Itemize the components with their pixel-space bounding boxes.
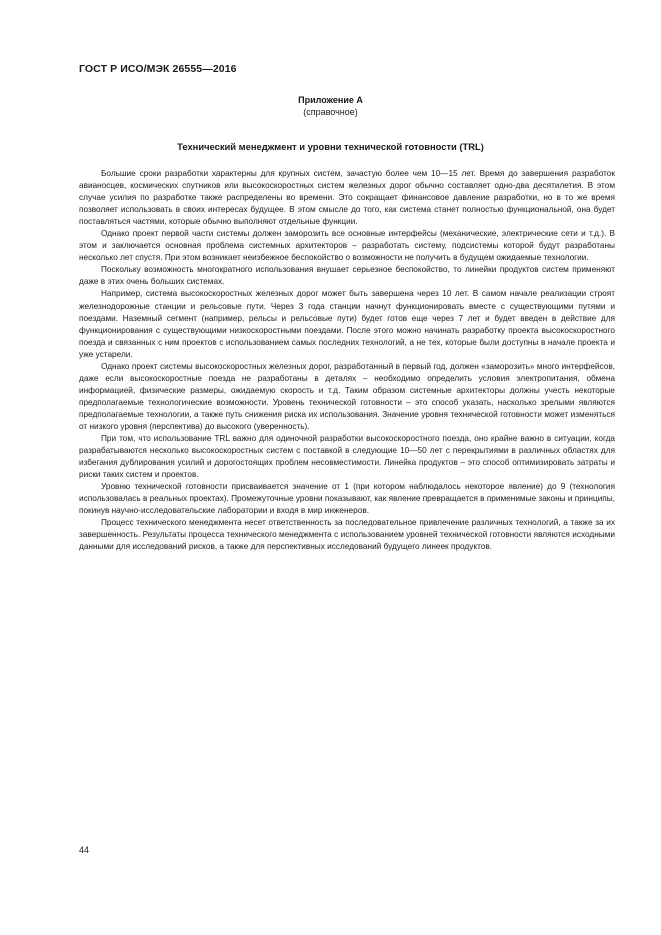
paragraph: Большие сроки разработки характерны для крупных систем, зачастую более чем 10—15 лет. Время до завершения разработок авианосцев, космических спутников или высокоскоростных систем железных дорог обычно составляет одно-два десятилетия. В этом случае усилия по разработке также распределены во времени. Это сокращает финансовое давление разработки, но в то же время позволяет использовать в своих интересах будущее. В этом смысле до того, как система станет полностью функциональной, она будет поставляться частями, которые обычно выполняют отдельные функции. [79, 169, 615, 227]
section-title: Технический менеджмент и уровни технической готовности (TRL) [177, 141, 484, 152]
appendix-title: Приложение А [298, 95, 363, 105]
paragraph: Однако проект первой части системы должен заморозить все основные интерфейсы (механические, электрические сети и т.д.). В этом и заключается основная проблема системных архитекторов – разработать систему, подсистемы которой будут разработаны несколько лет спустя. При этом возникает неизбежное беспокойство о возможности не получить в будущем ожидаемые технологии. [79, 229, 615, 263]
paragraph: При том, что использование TRL важно для одиночной разработки высокоскоростного поезда, оно крайне важно в ситуации, когда разрабатываются несколько высокоскоростных систем с поставкой в следующие 10—50 лет с перекрытиями в различных областях для избегания дублирования усилий и дорогостоящих проблем несовместимости. Линейка продуктов – это способ оптимизировать затраты и риски таких систем и проектов. [79, 434, 615, 480]
body-text [79, 168, 615, 554]
paragraph: Поскольку возможность многократного использования внушает серьезное беспокойство, то линейки продуктов систем применяют даже в этих очень больших системах. [79, 265, 615, 287]
page-number: 44 [79, 845, 90, 855]
appendix-type: (справочное) [303, 107, 358, 117]
paragraph: Однако проект системы высокоскоростных железных дорог, разработанный в первый год, должен «заморозить» много интерфейсов, даже если высокоскоростные поезда не разработаны в деталях – необходимо определить условия электропитания, обмена информацией, физические размеры, ожидаемую скорость и т.д. Таким образом системные архитекторы должны учесть некоторые предполагаемые технологические возможности. Уровень технической готовности – это способ указать, насколько зрелыми являются предполагаемые технологии, а также путь снижения риска их использования. Значение уровня технической готовности может изменяться от низкого уровня (перспектива) до высокого (уверенность). [79, 361, 615, 431]
paragraph: Уровню технической готовности присваивается значение от 1 (при котором наблюдалось некоторое явление) до 9 (технология использовалась в реальных проектах). Промежуточные уровни показывают, как явление превращается в применимые законы и принципы, покинув научно-исследовательские лаборатории и входя в мир инженеров. [79, 482, 615, 516]
paragraph: Процесс технического менеджмента несет ответственность за последовательное привлечение различных технологий, а также за их завершенность. Результаты процесса технического менеджмента с использованием уровней технической готовности являются исходными данными для исследований рисков, а также для перспективных исследований будущего линеек продуктов. [79, 518, 615, 552]
document-header: ГОСТ Р ИСО/МЭК 26555—2016 [79, 63, 237, 75]
paragraph: Например, система высокоскоростных железных дорог может быть завершена через 10 лет. В самом начале реализации строят железнодорожные станции и рельсовые пути. Через 3 года станции начнут функционировать вместе с существующими путями и поездами. Наземный сегмент (например, рельсы и рельсовые пути) будет готов еще через 7 лет и будет введен в действие для функционирования с существующими низкоскоростными поездами. После этого можно начинать разработку проекта высокоскоростного поезда и связанных с ним проектов с использованием самых последних технологий, а не тех, которые были доступны в начале проекта и уже устарели. [79, 289, 615, 359]
